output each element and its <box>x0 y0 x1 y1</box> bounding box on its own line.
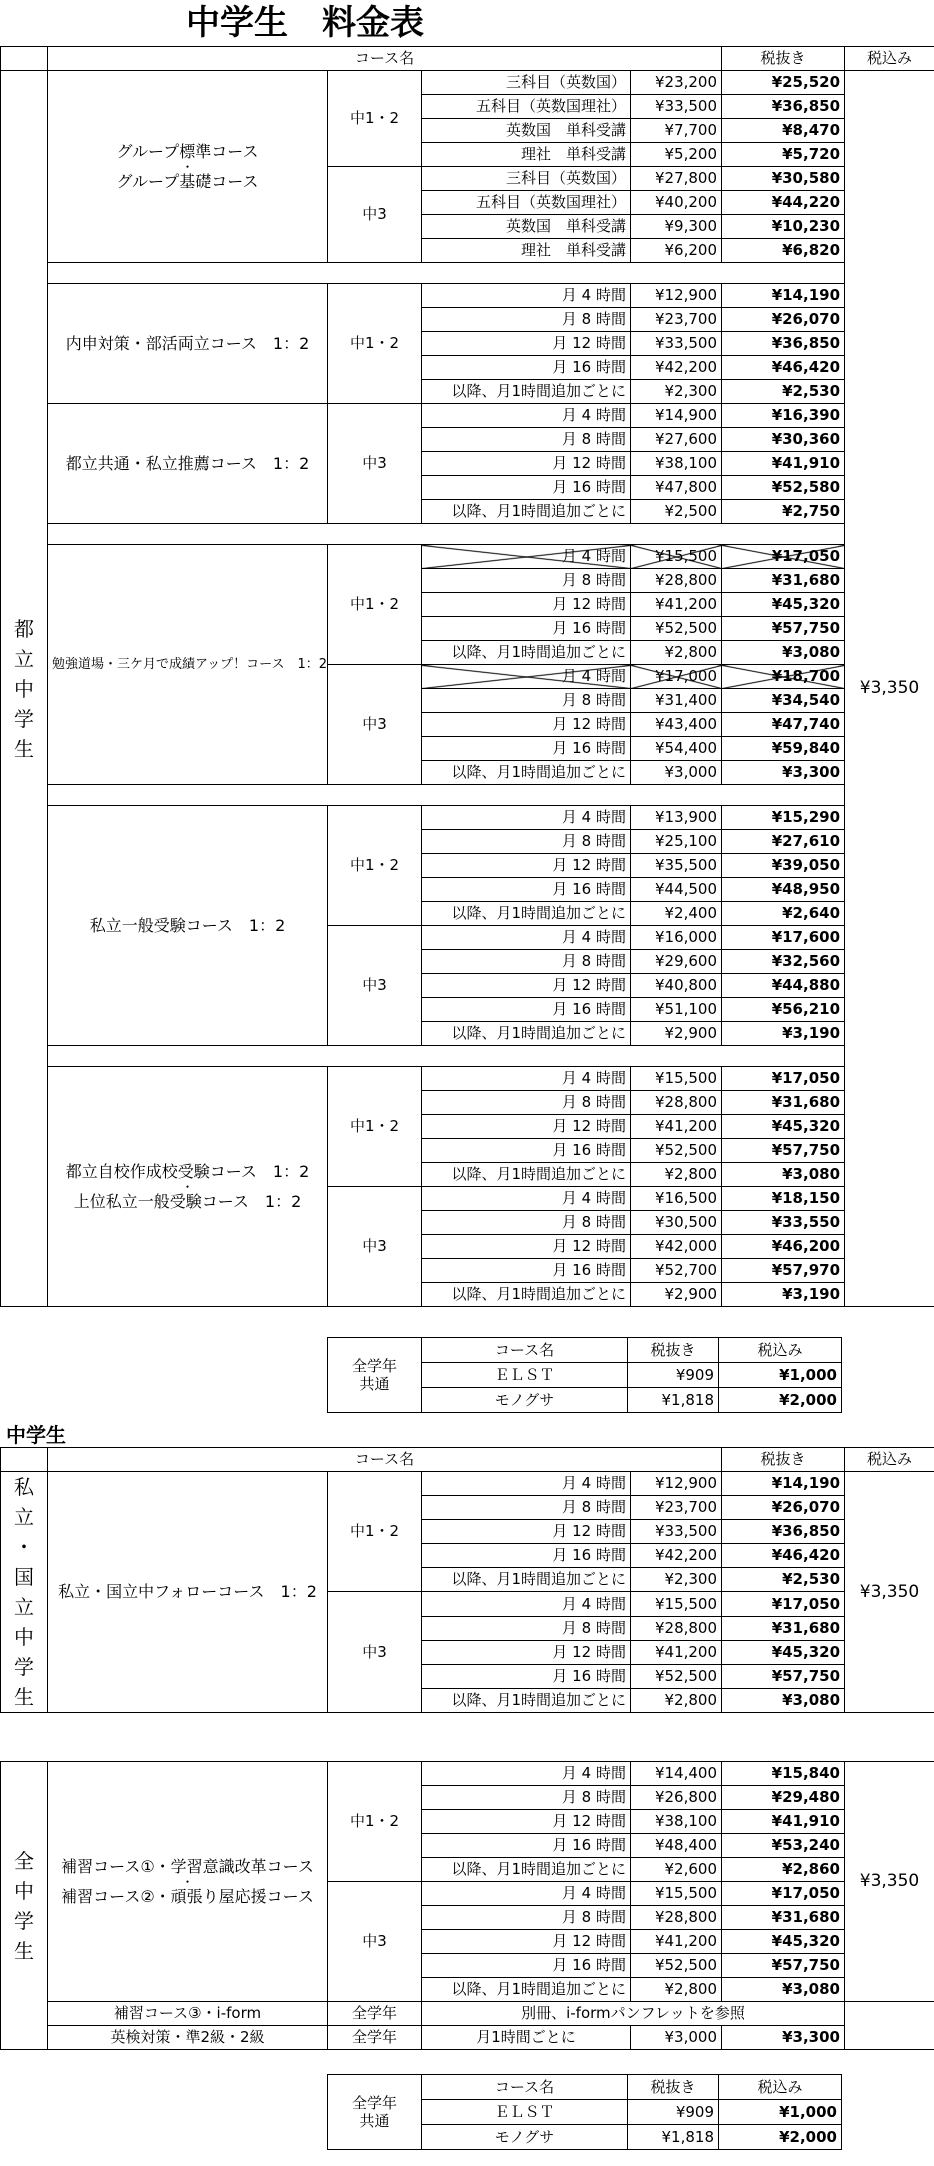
taxin-value: ¥59,840 <box>722 737 845 761</box>
item-label: 月 16 時間 <box>422 1259 631 1283</box>
taxin-value: ¥17,050 <box>722 545 845 569</box>
taxin-value: ¥25,520 <box>722 71 845 95</box>
item-label: 月 4 時間 <box>422 545 631 569</box>
taxin-value: ¥57,750 <box>722 1665 845 1689</box>
item-label: 五科目（英数国理社） <box>422 95 631 119</box>
item-label: 月 12 時間 <box>422 593 631 617</box>
item-label: 以降、月1時間追加ごとに <box>422 1283 631 1307</box>
item-label: 以降、月1時間追加ごとに <box>422 1163 631 1187</box>
taxin-value: ¥3,080 <box>722 1163 845 1187</box>
pretax-value: ¥28,800 <box>631 1906 722 1930</box>
pretax-value: ¥23,700 <box>631 308 722 332</box>
price-table-kokuritsu <box>0 1447 934 1713</box>
course-name: 勉強道場・三ケ月で成績アップ！コース 1：2 <box>48 545 328 785</box>
taxin-value: ¥3,080 <box>722 1978 845 2002</box>
note-text: 別冊、i-formパンフレットを参照 <box>422 2002 845 2026</box>
header-blank <box>1 1448 48 1472</box>
taxin-value: ¥48,950 <box>722 878 845 902</box>
pretax-value: ¥29,600 <box>631 950 722 974</box>
pretax-value: ¥33,500 <box>631 95 722 119</box>
taxin-value: ¥41,910 <box>722 1810 845 1834</box>
pretax-value: ¥15,500 <box>631 545 722 569</box>
course-name: 補習コース③・i-form <box>48 2002 328 2026</box>
pretax-value: ¥41,200 <box>631 1115 722 1139</box>
price-row <box>1 2002 934 2026</box>
taxin-value: ¥52,580 <box>722 476 845 500</box>
taxin-value: ¥2,750 <box>722 500 845 524</box>
item-label: 月 16 時間 <box>422 878 631 902</box>
item-label: 月 4 時間 <box>422 806 631 830</box>
pretax-value: ¥51,100 <box>631 998 722 1022</box>
taxin-value: ¥3,300 <box>722 2026 845 2050</box>
item-label: 月 8 時間 <box>422 830 631 854</box>
item-label: 月 4 時間 <box>422 1762 631 1786</box>
item-label: 月 4 時間 <box>422 1067 631 1091</box>
header-taxin: 税込み <box>719 2075 842 2100</box>
pretax-value: ¥2,800 <box>631 1163 722 1187</box>
pretax-value: ¥40,200 <box>631 191 722 215</box>
item-label: 月 16 時間 <box>422 1834 631 1858</box>
pretax-value: ¥54,400 <box>631 737 722 761</box>
item-label: 以降、月1時間追加ごとに <box>422 1022 631 1046</box>
taxin-value: ¥57,970 <box>722 1259 845 1283</box>
grade-label: 中3 <box>328 167 422 263</box>
pretax-value: ¥14,900 <box>631 404 722 428</box>
item-label: 月1時間ごとに <box>422 2026 631 2050</box>
price-table-zenchu <box>0 1761 934 2050</box>
grade-label: 中1・2 <box>328 284 422 404</box>
pretax-value: ¥2,300 <box>631 380 722 404</box>
item-label: 月 8 時間 <box>422 1211 631 1235</box>
item-label: 月 12 時間 <box>422 452 631 476</box>
grade-label: 中1・2 <box>328 71 422 167</box>
common-label: 全学年 共通 <box>328 1338 422 1413</box>
price-row <box>1 1067 934 1091</box>
section-label: 私 立 ・ 国 立 中 学 生 <box>1 1472 48 1713</box>
taxin-value: ¥29,480 <box>722 1786 845 1810</box>
pretax-value: ¥30,500 <box>631 1211 722 1235</box>
taxin-value: ¥18,150 <box>722 1187 845 1211</box>
item-label: 月 12 時間 <box>422 974 631 998</box>
header-blank <box>1 47 48 71</box>
taxin-value: ¥18,700 <box>722 665 845 689</box>
taxin-value: ¥2,530 <box>722 1568 845 1592</box>
pretax-value: ¥15,500 <box>631 1592 722 1617</box>
item-label: 以降、月1時間追加ごとに <box>422 1858 631 1882</box>
price-row <box>1 71 934 95</box>
taxin-value: ¥8,470 <box>722 119 845 143</box>
pretax-value: ¥2,400 <box>631 902 722 926</box>
taxin-value: ¥2,530 <box>722 380 845 404</box>
price-row <box>1 1472 934 1496</box>
fee-value: ¥3,350 <box>845 1762 934 2002</box>
grade-label: 中1・2 <box>328 1067 422 1187</box>
course-name: 英検対策・準2級・2級 <box>48 2026 328 2050</box>
item-label: 月 12 時間 <box>422 854 631 878</box>
section-label: 全 中 学 生 <box>1 1762 48 2050</box>
taxin-value: ¥10,230 <box>722 215 845 239</box>
item-label: 月 8 時間 <box>422 428 631 452</box>
pretax-value: ¥17,000 <box>631 665 722 689</box>
taxin-value: ¥41,910 <box>722 452 845 476</box>
header-course: コース名 <box>48 1448 722 1472</box>
taxin-value: ¥3,080 <box>722 641 845 665</box>
taxin-value: ¥5,720 <box>722 143 845 167</box>
pretax-value: ¥33,500 <box>631 1520 722 1544</box>
item-label: 月 12 時間 <box>422 332 631 356</box>
item-label: 以降、月1時間追加ごとに <box>422 1978 631 2002</box>
item-label: 月 4 時間 <box>422 1472 631 1496</box>
taxin-value: ¥17,600 <box>722 926 845 950</box>
taxin-value: ¥16,390 <box>722 404 845 428</box>
item-label: 月 4 時間 <box>422 1187 631 1211</box>
taxin-value: ¥3,300 <box>722 761 845 785</box>
taxin-value: ¥2,000 <box>719 1388 842 1413</box>
header-taxin: 税込み <box>719 1338 842 1363</box>
item-label: 月 16 時間 <box>422 1544 631 1568</box>
taxin-value: ¥17,050 <box>722 1067 845 1091</box>
taxin-value: ¥26,070 <box>722 308 845 332</box>
pretax-value: ¥25,100 <box>631 830 722 854</box>
taxin-value: ¥32,560 <box>722 950 845 974</box>
item-label: 月 16 時間 <box>422 1139 631 1163</box>
taxin-value: ¥44,220 <box>722 191 845 215</box>
pretax-value: ¥41,200 <box>631 1641 722 1665</box>
taxin-value: ¥3,080 <box>722 1689 845 1713</box>
taxin-value: ¥57,750 <box>722 1954 845 1978</box>
grade-label: 中1・2 <box>328 1472 422 1592</box>
pretax-value: ¥12,900 <box>631 1472 722 1496</box>
pretax-value: ¥52,700 <box>631 1259 722 1283</box>
pretax-value: ¥43,400 <box>631 713 722 737</box>
item-label: 月 12 時間 <box>422 1930 631 1954</box>
pretax-value: ¥3,000 <box>631 2026 722 2050</box>
taxin-value: ¥2,000 <box>719 2125 842 2150</box>
course-name: 補習コース①・学習意識改革コース ・ 補習コース②・頑張り屋応援コース <box>48 1762 328 2002</box>
common-item: モノグサ <box>422 1388 628 1413</box>
taxin-value: ¥36,850 <box>722 332 845 356</box>
header-course: コース名 <box>422 2075 628 2100</box>
taxin-value: ¥34,540 <box>722 689 845 713</box>
taxin-value: ¥17,050 <box>722 1592 845 1617</box>
pretax-value: ¥28,800 <box>631 1091 722 1115</box>
pretax-value: ¥909 <box>628 2100 719 2125</box>
item-label: 月 8 時間 <box>422 1786 631 1810</box>
taxin-value: ¥45,320 <box>722 1641 845 1665</box>
taxin-value: ¥15,290 <box>722 806 845 830</box>
pretax-value: ¥6,200 <box>631 239 722 263</box>
taxin-value: ¥27,610 <box>722 830 845 854</box>
course-name: 私立・国立中フォローコース 1：2 <box>48 1472 328 1713</box>
header-course: コース名 <box>48 47 722 71</box>
header-pretax: 税抜き <box>722 1448 845 1472</box>
pretax-value: ¥42,200 <box>631 356 722 380</box>
grade-label: 全学年 <box>328 2002 422 2026</box>
header-taxin: 税込み <box>845 47 934 71</box>
pretax-value: ¥9,300 <box>631 215 722 239</box>
pretax-value: ¥2,800 <box>631 1978 722 2002</box>
fee-blank <box>845 2002 934 2026</box>
item-label: 三科目（英数国） <box>422 167 631 191</box>
item-label: 月 12 時間 <box>422 1810 631 1834</box>
pretax-value: ¥15,500 <box>631 1882 722 1906</box>
price-row <box>1 806 934 830</box>
pretax-value: ¥13,900 <box>631 806 722 830</box>
item-label: 月 16 時間 <box>422 476 631 500</box>
taxin-value: ¥33,550 <box>722 1211 845 1235</box>
taxin-value: ¥31,680 <box>722 1091 845 1115</box>
taxin-value: ¥14,190 <box>722 1472 845 1496</box>
grade-label: 中1・2 <box>328 806 422 926</box>
item-label: 理社 単科受講 <box>422 239 631 263</box>
item-label: 三科目（英数国） <box>422 71 631 95</box>
course-name: 私立一般受験コース 1：2 <box>48 806 328 1046</box>
pretax-value: ¥14,400 <box>631 1762 722 1786</box>
item-label: 五科目（英数国理社） <box>422 191 631 215</box>
item-label: 月 4 時間 <box>422 404 631 428</box>
pretax-value: ¥12,900 <box>631 284 722 308</box>
taxin-value: ¥30,360 <box>722 428 845 452</box>
common-item: ＥＬＳＴ <box>422 2100 628 2125</box>
pretax-value: ¥27,800 <box>631 167 722 191</box>
price-row <box>1 284 934 308</box>
pretax-value: ¥48,400 <box>631 1834 722 1858</box>
grade-label: 中3 <box>328 1882 422 2002</box>
taxin-value: ¥53,240 <box>722 1834 845 1858</box>
item-label: 月 8 時間 <box>422 569 631 593</box>
taxin-value: ¥15,840 <box>722 1762 845 1786</box>
pretax-value: ¥2,600 <box>631 1858 722 1882</box>
taxin-value: ¥26,070 <box>722 1496 845 1520</box>
section-label: 都 立 中 学 生 <box>1 71 48 1307</box>
price-row <box>1 1762 934 1786</box>
item-label: 月 4 時間 <box>422 926 631 950</box>
taxin-value: ¥36,850 <box>722 1520 845 1544</box>
grade-label: 中3 <box>328 404 422 524</box>
item-label: 英数国 単科受講 <box>422 215 631 239</box>
course-name: 都立自校作成校受験コース 1：2 ・ 上位私立一般受験コース 1：2 <box>48 1067 328 1307</box>
price-row <box>1 2026 934 2050</box>
item-label: 月 4 時間 <box>422 284 631 308</box>
pretax-value: ¥2,900 <box>631 1283 722 1307</box>
item-label: 月 8 時間 <box>422 1617 631 1641</box>
grade-label: 中1・2 <box>328 545 422 665</box>
section-subtitle: 中学生 <box>6 1423 66 1447</box>
taxin-value: ¥57,750 <box>722 617 845 641</box>
taxin-value: ¥31,680 <box>722 569 845 593</box>
item-label: 以降、月1時間追加ごとに <box>422 902 631 926</box>
grade-label: 中3 <box>328 665 422 785</box>
item-label: 月 16 時間 <box>422 1665 631 1689</box>
spacer-row <box>1 524 934 545</box>
item-label: 月 8 時間 <box>422 950 631 974</box>
taxin-value: ¥46,420 <box>722 1544 845 1568</box>
item-label: 以降、月1時間追加ごとに <box>422 500 631 524</box>
pretax-value: ¥52,500 <box>631 1665 722 1689</box>
pretax-value: ¥2,300 <box>631 1568 722 1592</box>
pretax-value: ¥28,800 <box>631 569 722 593</box>
pretax-value: ¥1,818 <box>628 1388 719 1413</box>
course-name: グループ標準コース ・ グループ基礎コース <box>48 71 328 263</box>
pretax-value: ¥7,700 <box>631 119 722 143</box>
item-label: 理社 単科受講 <box>422 143 631 167</box>
item-label: 以降、月1時間追加ごとに <box>422 1568 631 1592</box>
pretax-value: ¥2,800 <box>631 1689 722 1713</box>
item-label: 以降、月1時間追加ごとに <box>422 641 631 665</box>
taxin-value: ¥3,190 <box>722 1283 845 1307</box>
item-label: 月 8 時間 <box>422 1906 631 1930</box>
item-label: 以降、月1時間追加ごとに <box>422 380 631 404</box>
item-label: 月 4 時間 <box>422 665 631 689</box>
taxin-value: ¥30,580 <box>722 167 845 191</box>
item-label: 月 4 時間 <box>422 1592 631 1617</box>
item-label: 月 12 時間 <box>422 1520 631 1544</box>
taxin-value: ¥46,420 <box>722 356 845 380</box>
grade-label: 中3 <box>328 1592 422 1713</box>
header-taxin: 税込み <box>845 1448 934 1472</box>
item-label: 月 16 時間 <box>422 998 631 1022</box>
taxin-value: ¥2,860 <box>722 1858 845 1882</box>
item-label: 月 16 時間 <box>422 617 631 641</box>
pretax-value: ¥26,800 <box>631 1786 722 1810</box>
fee-value: ¥3,350 <box>845 71 934 1307</box>
item-label: 英数国 単科受講 <box>422 119 631 143</box>
pretax-value: ¥41,200 <box>631 1930 722 1954</box>
taxin-value: ¥14,190 <box>722 284 845 308</box>
fee-blank <box>845 2026 934 2050</box>
taxin-value: ¥47,740 <box>722 713 845 737</box>
spacer-row <box>1 785 934 806</box>
item-label: 以降、月1時間追加ごとに <box>422 1689 631 1713</box>
taxin-value: ¥45,320 <box>722 1930 845 1954</box>
grade-label: 中1・2 <box>328 1762 422 1882</box>
item-label: 月 16 時間 <box>422 1954 631 1978</box>
pretax-value: ¥3,000 <box>631 761 722 785</box>
pretax-value: ¥38,100 <box>631 452 722 476</box>
pretax-value: ¥23,700 <box>631 1496 722 1520</box>
taxin-value: ¥3,190 <box>722 1022 845 1046</box>
pretax-value: ¥42,200 <box>631 1544 722 1568</box>
grade-label: 全学年 <box>328 2026 422 2050</box>
taxin-value: ¥46,200 <box>722 1235 845 1259</box>
pretax-value: ¥44,500 <box>631 878 722 902</box>
item-label: 月 8 時間 <box>422 1496 631 1520</box>
taxin-value: ¥39,050 <box>722 854 845 878</box>
grade-label: 中3 <box>328 1187 422 1307</box>
pretax-value: ¥47,800 <box>631 476 722 500</box>
pretax-value: ¥40,800 <box>631 974 722 998</box>
taxin-value: ¥31,680 <box>722 1906 845 1930</box>
taxin-value: ¥1,000 <box>719 2100 842 2125</box>
pretax-value: ¥16,500 <box>631 1187 722 1211</box>
taxin-value: ¥57,750 <box>722 1139 845 1163</box>
taxin-value: ¥6,820 <box>722 239 845 263</box>
taxin-value: ¥45,320 <box>722 593 845 617</box>
pretax-value: ¥52,500 <box>631 1954 722 1978</box>
pretax-value: ¥909 <box>628 1363 719 1388</box>
item-label: 月 8 時間 <box>422 1091 631 1115</box>
item-label: 月 16 時間 <box>422 737 631 761</box>
page-title: 中学生 料金表 <box>186 3 424 43</box>
taxin-value: ¥45,320 <box>722 1115 845 1139</box>
pretax-value: ¥1,818 <box>628 2125 719 2150</box>
taxin-value: ¥31,680 <box>722 1617 845 1641</box>
common-item: モノグサ <box>422 2125 628 2150</box>
pretax-value: ¥2,800 <box>631 641 722 665</box>
item-label: 月 12 時間 <box>422 1235 631 1259</box>
pretax-value: ¥5,200 <box>631 143 722 167</box>
header-course: コース名 <box>422 1338 628 1363</box>
pretax-value: ¥2,500 <box>631 500 722 524</box>
grade-label: 中3 <box>328 926 422 1046</box>
fee-value: ¥3,350 <box>845 1472 934 1713</box>
item-label: 月 12 時間 <box>422 713 631 737</box>
pretax-value: ¥16,000 <box>631 926 722 950</box>
taxin-value: ¥56,210 <box>722 998 845 1022</box>
header-pretax: 税抜き <box>628 1338 719 1363</box>
item-label: 月 4 時間 <box>422 1882 631 1906</box>
pretax-value: ¥52,500 <box>631 617 722 641</box>
taxin-value: ¥36,850 <box>722 95 845 119</box>
price-row <box>1 545 934 569</box>
item-label: 月 8 時間 <box>422 308 631 332</box>
price-table-toritsu <box>0 46 934 1307</box>
common-table-1 <box>327 1337 842 1413</box>
pretax-value: ¥35,500 <box>631 854 722 878</box>
pretax-value: ¥38,100 <box>631 1810 722 1834</box>
price-row <box>1 404 934 428</box>
taxin-value: ¥1,000 <box>719 1363 842 1388</box>
item-label: 月 12 時間 <box>422 1115 631 1139</box>
pretax-value: ¥23,200 <box>631 71 722 95</box>
spacer-row <box>1 263 934 284</box>
course-name: 都立共通・私立推薦コース 1：2 <box>48 404 328 524</box>
pretax-value: ¥28,800 <box>631 1617 722 1641</box>
item-label: 月 16 時間 <box>422 356 631 380</box>
pretax-value: ¥52,500 <box>631 1139 722 1163</box>
item-label: 以降、月1時間追加ごとに <box>422 761 631 785</box>
pretax-value: ¥27,600 <box>631 428 722 452</box>
common-item: ＥＬＳＴ <box>422 1363 628 1388</box>
header-pretax: 税抜き <box>722 47 845 71</box>
spacer-row <box>1 1046 934 1067</box>
pretax-value: ¥15,500 <box>631 1067 722 1091</box>
taxin-value: ¥2,640 <box>722 902 845 926</box>
common-table-2 <box>327 2074 842 2150</box>
common-label: 全学年 共通 <box>328 2075 422 2150</box>
pretax-value: ¥41,200 <box>631 593 722 617</box>
taxin-value: ¥17,050 <box>722 1882 845 1906</box>
taxin-value: ¥44,880 <box>722 974 845 998</box>
pretax-value: ¥42,000 <box>631 1235 722 1259</box>
pretax-value: ¥2,900 <box>631 1022 722 1046</box>
pretax-value: ¥31,400 <box>631 689 722 713</box>
item-label: 月 12 時間 <box>422 1641 631 1665</box>
item-label: 月 8 時間 <box>422 689 631 713</box>
pretax-value: ¥33,500 <box>631 332 722 356</box>
header-pretax: 税抜き <box>628 2075 719 2100</box>
course-name: 内申対策・部活両立コース 1：2 <box>48 284 328 404</box>
